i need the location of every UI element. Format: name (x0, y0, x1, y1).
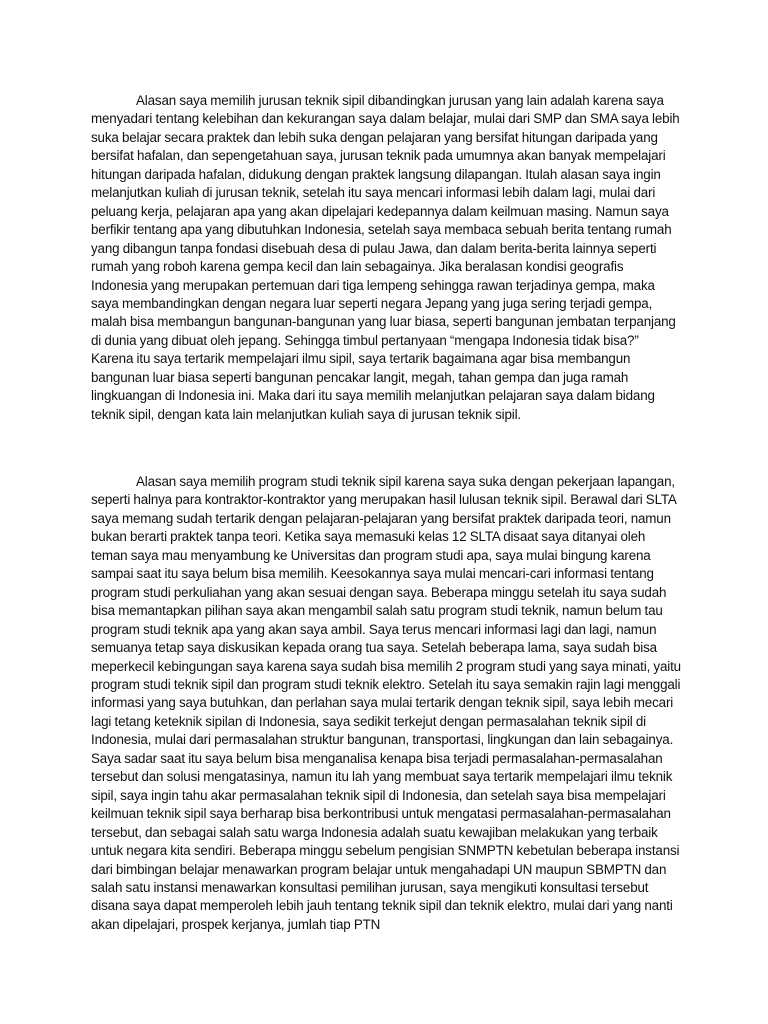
paragraph-study-program-reason: Alasan saya memilih program studi teknik sipil karena saya suka dengan pekerjaan lapangan, seperti halnya para kontraktor-kontraktor yang merupakan hasil lulusan teknik sipil. Berawal dari SLTA saya memang sudah tertarik dengan pelajaran-pelajaran yang bersifat praktek daripada teori, namun bukan berarti praktek tanpa teori. Ketika saya memasuki kelas 12 SLTA disaat saya ditanyai oleh teman saya mau menyambung ke Universitas dan program studi apa, saya mulai bingung karena sampai saat itu saya belum bisa memilih. Keesokannya saya mulai mencari-cari informasi tentang program studi perkuliahan yang akan sesuai dengan saya. Beberapa minggu setelah itu saya sudah bisa memantapkan pilihan saya akan mengambil salah satu program studi teknik, namun belum tau program studi teknik apa yang akan saya ambil. Saya terus mencari informasi lagi dan lagi, namun semuanya tetap saya diskusikan kepada orang tua saya. Setelah beberapa lama, saya sudah bisa meperkecil kebingungan saya karena saya sudah bisa memilih 2 program studi yang saya minati, yaitu program studi teknik sipil dan program studi teknik elektro. Setelah itu saya semakin rajin lagi menggali informasi yang saya butuhkan, dan perlahan saya mulai tertarik dengan teknik sipil, saya lebih mecari lagi tetang keteknik sipilan di Indonesia, saya sedikit terkejut dengan permasalahan teknik sipil di Indonesia, mulai dari permasalahan struktur bangunan, transportasi, lingkungan dan lain sebagainya. Saya sadar saat itu saya belum bisa menganalisa kenapa bisa terjadi permasalahan-permasalahan tersebut dan solusi mengatasinya, namun itu lah yang membuat saya tertarik mempelajari ilmu teknik sipil, saya ingin tahu akar permasalahan teknik sipil di Indonesia, dan setelah saya bisa mempelajari keilmuan teknik sipil saya berharap bisa berkontribusi untuk mengatasi permasalahan-permasalahan tersebut, dan sebagai salah satu warga Indonesia adalah suatu kewajiban melakukan yang terbaik untuk negara kita sendiri. Beberapa minggu sebelum pengisian SNMPTN kebetulan beberapa instansi dari bimbingan belajar menawarkan program belajar untuk mengahadapi UN maupun SBMPTN dan salah satu instansi menawarkan konsultasi pemilihan jurusan, saya mengikuti konsultasi tersebut disana saya dapat memperoleh lebih jauh tentang teknik sipil dan teknik elektro, mulai dari yang nanti akan dipelajari, prospek kerjanya, jumlah tiap PTN (91, 474, 681, 932)
paragraph-major-choice-reason: Alasan saya memilih jurusan teknik sipil dibandingkan jurusan yang lain adalah karena saya menyadari tentang kelebihan dan kekurangan saya dalam belajar, mulai dari SMP dan SMA saya lebih suka belajar secara praktek dan lebih suka dengan pelajaran yang bersifat hitungan daripada yang bersifat hafalan, dan sepengetahuan saya, jurusan teknik pada umumnya akan banyak mempelajari hitungan daripada hafalan, didukung dengan praktek langsung dilapangan. Itulah alasan saya ingin melanjutkan kuliah di jurusan teknik, setelah itu saya mencari informasi lebih dalam lagi, mulai dari peluang kerja, pelajaran apa yang akan dipelajari kedepannya dalam keilmuan masing. Namun saya berfikir tentang apa yang dibutuhkan Indonesia, setelah saya membaca sebuah berita tentang rumah yang dibangun tanpa fondasi disebuah desa di pulau Jawa, dan dalam berita-berita lainnya seperti rumah yang roboh karena gempa kecil dan lain sebagainya. Jika beralasan kondisi geografis Indonesia yang merupakan pertemuan dari tiga lempeng sehingga rawan terjadinya gempa, maka saya membandingkan dengan negara luar seperti negara Jepang yang juga sering terjadi gempa, malah bisa membangun bangunan-bangunan yang luar biasa, seperti bangunan jembatan terpanjang di dunia yang dibuat oleh jepang. Sehingga timbul pertanyaan “mengapa Indonesia tidak bisa?” Karena itu saya tertarik mempelajari ilmu sipil, saya tertarik bagaimana agar bisa membangun bangunan luar biasa seperti bangunan pencakar langit, megah, tahan gempa dan juga ramah lingkuangan di Indonesia ini. Maka dari itu saya memilih melanjutkan pelajaran saya dalam bidang teknik sipil, dengan kata lain melanjutkan kuliah saya di jurusan teknik sipil. (91, 93, 680, 422)
